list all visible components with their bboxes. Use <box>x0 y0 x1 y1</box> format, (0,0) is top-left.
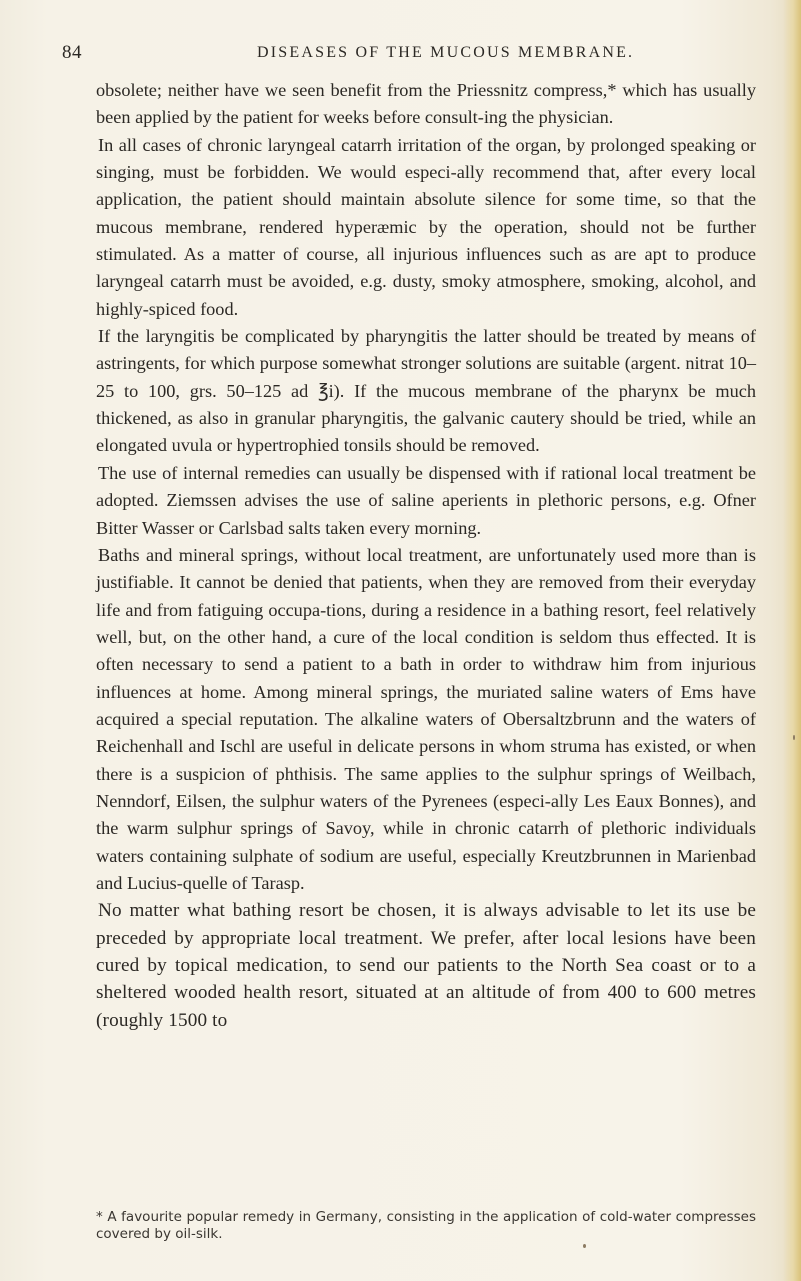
paragraph-internal-remedies: The use of internal remedies can usually be dispensed with if rational local treatment be adopted. Ziemssen advises the use of saline aperients in plethoric persons, e.g. Ofner Bitter Wasser or Carlsbad salts taken every morning. <box>96 462 756 538</box>
body-text <box>96 77 756 1034</box>
paragraph-pharyngitis: If the laryngitis be complicated by pharyngitis the latter should be treated by means of astringents, for which purpose somewhat stronger solutions are suitable (argent. nitrat 10–25 to 100, grs. 50–125 ad ℥i). If the mucous membrane of the pharynx be much thickened, as also in granular pharyngitis, the galvanic cautery should be tried, while an elongated uvula or hypertrophied tonsils should be removed. <box>96 326 756 456</box>
paragraph-chronic-laryngeal-catarrh: In all cases of chronic laryngeal catarrh irritation of the organ, by prolonged speaking or singing, must be forbidden. We would especi-ally recommend that, after every local application, the patient should maintain absolute silence for some time, so that the mucous membrane, rendered hyperæmic by the operation, should not be further stimulated. As a matter of course, all injurious influences such as are apt to produce laryngeal catarrh must be avoided, e.g. dusty, smoky atmosphere, smoking, alcohol, and highly-spiced food. <box>96 134 756 319</box>
page-header <box>62 42 762 68</box>
paper-speck <box>583 1244 586 1248</box>
paragraph-bathing-resort: No matter what bathing resort be chosen, it is always advisable to let its use be preceded by appropriate local treatment. We prefer, after local lesions have been cured by topical medication, to send our patients to the North Sea coast or to a sheltered wooded health resort, situated at an altitude of from 400 to 600 metres (roughly 1500 to <box>96 900 756 1031</box>
page-edge <box>783 0 801 1281</box>
page-number: 84 <box>62 42 82 63</box>
paragraph-obsolete: obsolete; neither have we seen benefit from the Priessnitz compress,* which has usually been applied by the patient for weeks before consult-ing the physician. <box>96 80 756 128</box>
paragraph-baths-mineral-springs: Baths and mineral springs, without local treatment, are unfortunately used more than is justifiable. It cannot be denied that patients, when they are removed from their everyday life and from fatiguing occupa-tions, during a residence in a bathing resort, feel relatively well, but, on the other hand, a cure of the local condition is seldom thus effected. It is often necessary to send a patient to a bath in order to withdraw him from injurious influences at home. Among mineral springs, the muriated saline waters of Ems have acquired a special reputation. The alkaline waters of Obersaltzbrunn and the waters of Reichenhall and Ischl are useful in delicate persons in whom struma has existed, or when there is a suspicion of phthisis. The same applies to the sulphur springs of Weilbach, Nenndorf, Eilsen, the sulphur waters of the Pyrenees (especi-ally Les Eaux Bonnes), and the warm sulphur springs of Savoy, while in chronic catarrh of plethoric individuals waters containing sulphate of sodium are useful, especially Kreutzbrunnen in Marienbad and Lucius-quelle of Tarasp. <box>96 544 756 893</box>
footnote: * A favourite popular remedy in Germany, consisting in the application of cold-water compresses covered by oil-silk. <box>96 1209 756 1242</box>
paper-speck <box>793 735 795 740</box>
running-title: DISEASES OF THE MUCOUS MEMBRANE. <box>257 44 635 61</box>
